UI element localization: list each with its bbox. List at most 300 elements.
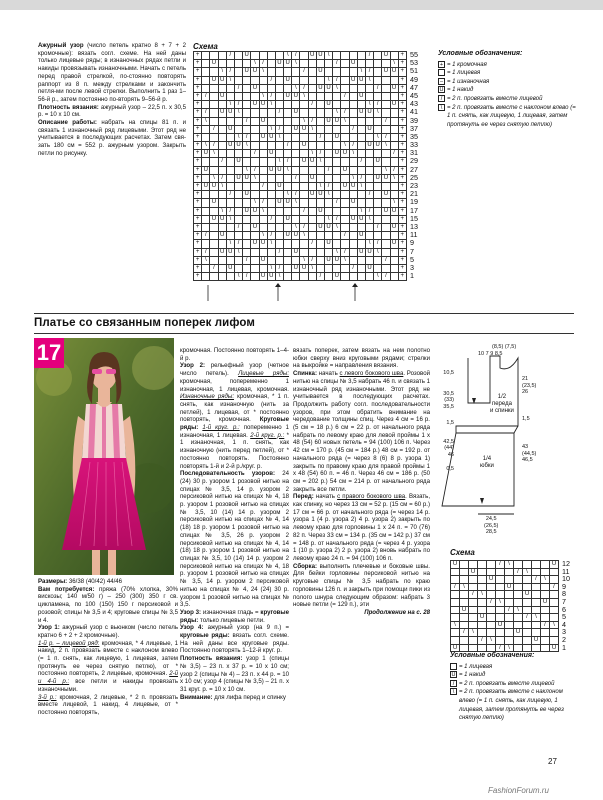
chart-cell: \ — [243, 167, 251, 175]
dim-top-4: 8,5 — [494, 351, 503, 357]
small-chart-cell — [514, 645, 523, 653]
small-chart-cell — [460, 599, 469, 607]
chart-cell — [260, 150, 268, 158]
chart-cell — [202, 273, 210, 281]
chart-cell — [358, 199, 366, 207]
small-chart-cell — [523, 637, 532, 645]
small-chart-cell: U — [505, 584, 514, 592]
chart-cell — [202, 60, 210, 68]
small-chart-cell — [541, 591, 550, 599]
small-chart-row-number: 1 — [562, 642, 566, 652]
chart-cell — [284, 126, 292, 134]
chart-cell: + — [399, 167, 407, 175]
chart-cell — [325, 60, 333, 68]
chart-cell: / — [382, 273, 390, 281]
legend-top-text: = 1 изнаночная — [447, 78, 490, 85]
chart-cell — [227, 273, 235, 281]
dim-bottom-1: 24,5 — [485, 516, 497, 522]
small-chart-cell: \ — [550, 622, 559, 630]
chart-cell — [382, 249, 390, 257]
chart-cell — [309, 85, 317, 93]
chart-cell — [202, 158, 210, 166]
chart-cell: / — [210, 126, 218, 134]
chart-cell — [202, 208, 210, 216]
chart-cell: U — [366, 249, 374, 257]
legend-bottom-item — [450, 671, 575, 680]
chart-cell: U — [268, 167, 276, 175]
chart-cell: / — [350, 142, 358, 150]
chart-cell — [219, 142, 227, 150]
chart-cell — [333, 240, 341, 248]
chart-cell — [325, 199, 333, 207]
chart-cell — [317, 199, 325, 207]
chart-cell — [366, 150, 374, 158]
header-strip — [0, 0, 603, 10]
small-chart-cell — [514, 622, 523, 630]
small-chart-row-number: 6 — [562, 604, 566, 614]
chart-cell: + — [399, 68, 407, 76]
chart-cell — [227, 85, 235, 93]
chart-cell — [333, 101, 341, 109]
chart-cell — [227, 232, 235, 240]
chart-cell — [309, 183, 317, 191]
chart-cell — [309, 216, 317, 224]
chart-cell — [350, 158, 358, 166]
chart-cell: \ — [210, 150, 218, 158]
chart-cell — [333, 183, 341, 191]
chart-cell: U — [374, 142, 382, 150]
chart-cell — [317, 60, 325, 68]
chart-cell — [366, 199, 374, 207]
chart-cell — [268, 175, 276, 183]
small-chart-cell — [478, 629, 487, 637]
chart-cell: U — [309, 158, 317, 166]
chart-cell — [391, 118, 399, 126]
chart-row-number: 23 — [410, 181, 418, 190]
openwork-text: (число петель кратно 8 + 7 + 2 кромочные): вязать согл. схеме. На ней даны только лицевые ряды; в изнаночных рядах петли и накиды провязывать изнаночными. Начать с петель перед правой стрелкой, по-стоянно повторять раппорт из 8 п. между стрелками и закончить петля-ми после левой стрелки. Выполнить 1 раз 1–56-й р., затем постоянно по-вторять 9–56-й р. — [38, 42, 186, 103]
chart-cell — [358, 191, 366, 199]
chart-cell — [350, 109, 358, 117]
section-rule-bottom — [34, 333, 574, 334]
chart-cell — [300, 175, 308, 183]
chart-cell — [341, 265, 349, 273]
dim-left-8: 46 — [447, 451, 454, 458]
small-chart-cell — [460, 622, 469, 630]
chart-cell — [358, 60, 366, 68]
chart-cell: / — [276, 249, 284, 257]
chart-row-number: 17 — [410, 205, 418, 215]
chart-cell — [268, 142, 276, 150]
small-chart-cell — [469, 622, 478, 630]
dim-left-2: 30,5 — [443, 390, 454, 397]
scheme-title: Схема — [193, 42, 218, 51]
chart-row-number: 55 — [410, 50, 418, 59]
small-chart-cell — [451, 607, 460, 615]
chart-cell — [366, 158, 374, 166]
chart-cell — [300, 191, 308, 199]
legend-top-item — [438, 61, 578, 70]
chart-cell: \ — [202, 257, 210, 265]
chart-cell — [268, 109, 276, 117]
small-chart-cell: / — [460, 629, 469, 637]
chart-cell — [219, 224, 227, 232]
chart-cell: + — [194, 158, 202, 166]
chart-cell — [341, 191, 349, 199]
chart-cell — [227, 175, 235, 183]
chart-cell: \ — [292, 60, 300, 68]
chart-cell: \ — [300, 232, 308, 240]
chart-row-number: 51 — [410, 66, 418, 76]
chart-cell — [341, 216, 349, 224]
dim-right-6: (44,5) — [522, 450, 537, 457]
small-chart-cell — [505, 569, 514, 577]
chart-cell: U — [325, 118, 333, 126]
chart-row-number: 13 — [410, 221, 418, 231]
chart-cell: U — [358, 77, 366, 85]
chart-cell — [391, 265, 399, 273]
small-chart-cell: \ — [505, 645, 514, 653]
chart-cell — [251, 273, 259, 281]
legend-top-symbol-icon: \ — [438, 104, 445, 111]
pattern3-round-text: только лицевые петли. — [198, 616, 265, 624]
chart-cell: \ — [219, 208, 227, 216]
chart-cell: / — [227, 208, 235, 216]
chart-cell — [317, 109, 325, 117]
chart-cell: / — [374, 240, 382, 248]
chart-cell: \ — [235, 273, 243, 281]
chart-cell: + — [399, 101, 407, 109]
small-chart-cell: \ — [478, 591, 487, 599]
chart-cell: U — [251, 208, 259, 216]
section-rule-top — [34, 313, 574, 314]
small-chart-cell — [487, 591, 496, 599]
chart-cell: + — [194, 273, 202, 281]
chart-cell: / — [391, 167, 399, 175]
back-text: . Розовой нитью на спицы № 3,5 набрать 46 п. и связать 1 изнаночный ряд изнаночными. Этот ряд не учитывается в последующих расчетах. Продолжить работу согл. последовательности узоров, при этом обратить внимание на чередование толщины спиц. Через 4 см = 16 р. (5 см = 18 р.) 6 см = 22 р. от начального ряда набрать по левому краю для левой проймы 1 х 48 (54) 60 новых петель = 94 (100) 106 п. Через 42 см = 170 р. (45 см = 184 р.) 48 см = 192 р. от начального ряда (= через 8 (6) 8 р. узора 1) закрыть по правому краю для правой проймы 1 х 48 (54) 60 п. = 46 п. Через 46 см = 186 р. (50 см = 202 р.) 54 см = 214 р. от начального ряда закрыть все петли. — [293, 370, 430, 493]
chart-cell — [382, 199, 390, 207]
chart-cell — [350, 118, 358, 126]
chart-cell: / — [341, 232, 349, 240]
chart-cell — [210, 249, 218, 257]
back-start: начать — [316, 370, 340, 378]
chart-cell — [309, 142, 317, 150]
small-chart-cell — [487, 561, 496, 569]
chart-cell: U — [276, 199, 284, 207]
small-chart-cell — [514, 637, 523, 645]
chart-cell: / — [333, 199, 341, 207]
chart-cell — [309, 224, 317, 232]
small-chart-cell: \ — [541, 576, 550, 584]
chart-cell: + — [399, 60, 407, 68]
chart-cell: \ — [260, 68, 268, 76]
chart-cell — [391, 134, 399, 142]
chart-cell — [358, 118, 366, 126]
chart-cell: / — [260, 60, 268, 68]
chart-cell — [391, 273, 399, 281]
chart-row-number: 5 — [410, 254, 414, 264]
chart-cell — [219, 150, 227, 158]
chart-cell — [284, 249, 292, 257]
legend-bottom-symbol-icon: \ — [450, 688, 457, 695]
chart-row-number: 29 — [410, 156, 418, 166]
chart-cell — [284, 240, 292, 248]
small-chart-row-number: 2 — [562, 634, 566, 644]
chart-cell: \ — [358, 68, 366, 76]
chart-cell: + — [399, 183, 407, 191]
chart-cell — [391, 257, 399, 265]
small-chart-row-number: 3 — [562, 627, 566, 637]
chart-cell: + — [194, 126, 202, 134]
chart-cell: / — [366, 52, 374, 60]
chart-cell — [268, 199, 276, 207]
legend-top-text: = 2 п. провязать вместе лицевой — [447, 95, 543, 102]
chart-row-number: 33 — [410, 140, 418, 150]
chart-cell: \ — [391, 60, 399, 68]
small-chart-cell — [496, 607, 505, 615]
chart-cell — [268, 183, 276, 191]
chart-cell: \ — [210, 175, 218, 183]
chart-cell — [251, 249, 259, 257]
chart-cell: \ — [268, 126, 276, 134]
chart-cell: / — [243, 257, 251, 265]
chart-cell — [284, 175, 292, 183]
small-chart-row-number: 8 — [562, 589, 566, 599]
small-chart-cell — [532, 622, 541, 630]
small-chart-cell — [532, 629, 541, 637]
chart-cell — [325, 273, 333, 281]
chart-cell — [210, 134, 218, 142]
small-chart-cell — [523, 576, 532, 584]
chart-cell — [317, 118, 325, 126]
chart-cell: \ — [284, 52, 292, 60]
small-chart-cell — [532, 584, 541, 592]
chart-cell — [300, 52, 308, 60]
chart-cell: / — [325, 167, 333, 175]
chart-cell — [243, 126, 251, 134]
column-2-text — [180, 347, 289, 701]
chart-cell: U — [317, 224, 325, 232]
pattern2-round-label: Круговые ряды: — [180, 416, 289, 432]
small-chart-cell — [460, 637, 469, 645]
legend-top-text: = 1 накид — [447, 87, 474, 94]
chart-cell — [202, 199, 210, 207]
chart-cell — [227, 257, 235, 265]
chart-cell — [292, 77, 300, 85]
chart-cell: U — [260, 118, 268, 126]
chart-cell — [382, 93, 390, 101]
small-chart-cell — [514, 584, 523, 592]
chart-cell: U — [284, 77, 292, 85]
small-chart-cell — [532, 569, 541, 577]
small-chart-cell — [460, 591, 469, 599]
chart-cell — [333, 68, 341, 76]
chart-cell: U — [260, 134, 268, 142]
small-chart-cell — [478, 569, 487, 577]
chart-cell — [317, 175, 325, 183]
chart-cell: U — [325, 85, 333, 93]
chart-cell: U — [292, 126, 300, 134]
chart-cell — [260, 109, 268, 117]
chart-cell — [251, 158, 259, 166]
chart-cell — [284, 118, 292, 126]
chart-cell: \ — [374, 134, 382, 142]
chart-cell — [350, 191, 358, 199]
chart-cell — [210, 118, 218, 126]
chart-cell: / — [292, 52, 300, 60]
small-chart-cell — [451, 614, 460, 622]
chart-cell: / — [235, 101, 243, 109]
chart-cell — [341, 224, 349, 232]
chart-cell — [210, 68, 218, 76]
small-chart-cell: \ — [460, 584, 469, 592]
chart-cell: \ — [260, 232, 268, 240]
chart-cell — [243, 265, 251, 273]
chart-cell: / — [325, 183, 333, 191]
chart-cell — [284, 257, 292, 265]
chart-cell: / — [268, 216, 276, 224]
chart-cell — [235, 126, 243, 134]
chart-cell: U — [325, 101, 333, 109]
chart-cell: + — [399, 257, 407, 265]
chart-cell — [374, 118, 382, 126]
small-chart-cell — [550, 569, 559, 577]
chart-cell: U — [235, 142, 243, 150]
chart-cell: U — [300, 158, 308, 166]
chart-cell — [350, 257, 358, 265]
chart-cell: U — [317, 191, 325, 199]
small-chart-cell — [469, 561, 478, 569]
dim-left-4: 35,5 — [443, 403, 454, 410]
chart-cell — [341, 199, 349, 207]
chart-cell — [309, 68, 317, 76]
chart-cell — [350, 208, 358, 216]
chart-cell — [325, 134, 333, 142]
chart-cell — [219, 118, 227, 126]
small-chart-cell: U — [496, 622, 505, 630]
chart-cell — [300, 183, 308, 191]
chart-cell — [292, 150, 300, 158]
chart-cell: U — [391, 224, 399, 232]
density2-label: Плотность вязания: — [180, 655, 243, 663]
chart-cell: U — [350, 183, 358, 191]
chart-cell: U — [268, 150, 276, 158]
chart-cell: / — [284, 142, 292, 150]
chart-cell — [268, 118, 276, 126]
chart-cell — [210, 109, 218, 117]
chart-cell — [350, 224, 358, 232]
chart-row-number: 27 — [410, 164, 418, 174]
chart-cell — [325, 150, 333, 158]
pattern2-flat-text: кромочная, попеременно 1 изнаночная, 1 лицевая, кромочная. — [180, 377, 289, 393]
chart-cell: \ — [260, 93, 268, 101]
chart-row-number: 39 — [410, 115, 418, 125]
chart-cell — [391, 249, 399, 257]
chart-cell: \ — [366, 77, 374, 85]
chart-cell: \ — [382, 167, 390, 175]
chart-cell — [341, 273, 349, 281]
dim-left-7: (44) — [444, 445, 454, 451]
chart-cell — [333, 158, 341, 166]
chart-cell — [391, 191, 399, 199]
dim-top-5: (8,5) — [492, 344, 504, 350]
pattern4-text: ажурный узор (на 9 п.) = — [203, 624, 290, 632]
chart-cell — [341, 175, 349, 183]
chart-cell — [391, 93, 399, 101]
chart-cell: U — [317, 52, 325, 60]
chart-cell: / — [341, 109, 349, 117]
chart-cell: / — [358, 158, 366, 166]
small-chart-cell: / — [541, 622, 550, 630]
chart-cell — [219, 191, 227, 199]
chart-cell: U — [243, 175, 251, 183]
chart-cell: + — [194, 77, 202, 85]
assembly-text: выполнить плечевые и боковые швы. Для бейки горловины персиковой нитью на круговые спицы № 3,5 набрать по краю горловины 126 п. и закрыть при помощи пики из полого шнура следующим образом: набрать 3 новые петли (= 129 п.), эти — [293, 562, 430, 609]
dim-right-1: 21 — [522, 376, 529, 382]
chart-cell: + — [194, 183, 202, 191]
chart-cell: / — [243, 118, 251, 126]
chart-row-number: 7 — [410, 246, 414, 256]
small-chart-cell — [550, 629, 559, 637]
pattern1-row1-label: 1-й р. – лицевой ряд: — [38, 639, 100, 647]
chart-cell: + — [194, 142, 202, 150]
chart-cell — [251, 134, 259, 142]
chart-cell — [292, 183, 300, 191]
small-chart-cell — [478, 622, 487, 630]
chart-cell — [235, 150, 243, 158]
chart-cell: + — [399, 240, 407, 248]
chart-cell — [276, 208, 284, 216]
chart-cell — [284, 183, 292, 191]
chart-cell: / — [268, 93, 276, 101]
chart-cell — [243, 150, 251, 158]
chart-cell: + — [194, 175, 202, 183]
small-chart-cell — [478, 607, 487, 615]
chart-cell: U — [333, 134, 341, 142]
chart-cell — [350, 93, 358, 101]
chart-cell — [219, 265, 227, 273]
chart-cell — [210, 158, 218, 166]
legend-bottom-symbol-icon: / — [450, 680, 457, 687]
chart-cell: + — [399, 273, 407, 281]
dim-top-3: 9 — [490, 351, 494, 357]
pattern2-flat-label: Лицевые ряды: — [238, 370, 290, 378]
chart-cell — [358, 273, 366, 281]
chart-cell — [235, 60, 243, 68]
chart-cell — [268, 208, 276, 216]
chart-cell: + — [399, 109, 407, 117]
chart-cell — [210, 101, 218, 109]
chart-cell — [374, 150, 382, 158]
chart-cell — [202, 191, 210, 199]
chart-cell: \ — [300, 257, 308, 265]
chart-row-number: 25 — [410, 172, 418, 182]
small-chart-cell — [487, 569, 496, 577]
chart-cell — [235, 183, 243, 191]
chart-cell: / — [276, 109, 284, 117]
small-chart-row-number: 9 — [562, 581, 566, 591]
pattern4-round-text: вязать согл. схеме. На ней даны все круговые ряды. Постоянно повторять 1–12-й круг. р. — [180, 632, 289, 655]
chart-cell — [260, 77, 268, 85]
chart-cell: \ — [235, 134, 243, 142]
chart-cell — [325, 265, 333, 273]
chart-cell — [333, 208, 341, 216]
chart-cell — [235, 52, 243, 60]
chart-cell: / — [366, 191, 374, 199]
dim-right-7: 46,5 — [522, 457, 533, 463]
chart-cell — [366, 175, 374, 183]
chart-cell: + — [399, 85, 407, 93]
pattern1-text: ажурный узор с вьюнком (число петель кратно 6 + 2 + 2 кромочные). — [38, 624, 179, 639]
